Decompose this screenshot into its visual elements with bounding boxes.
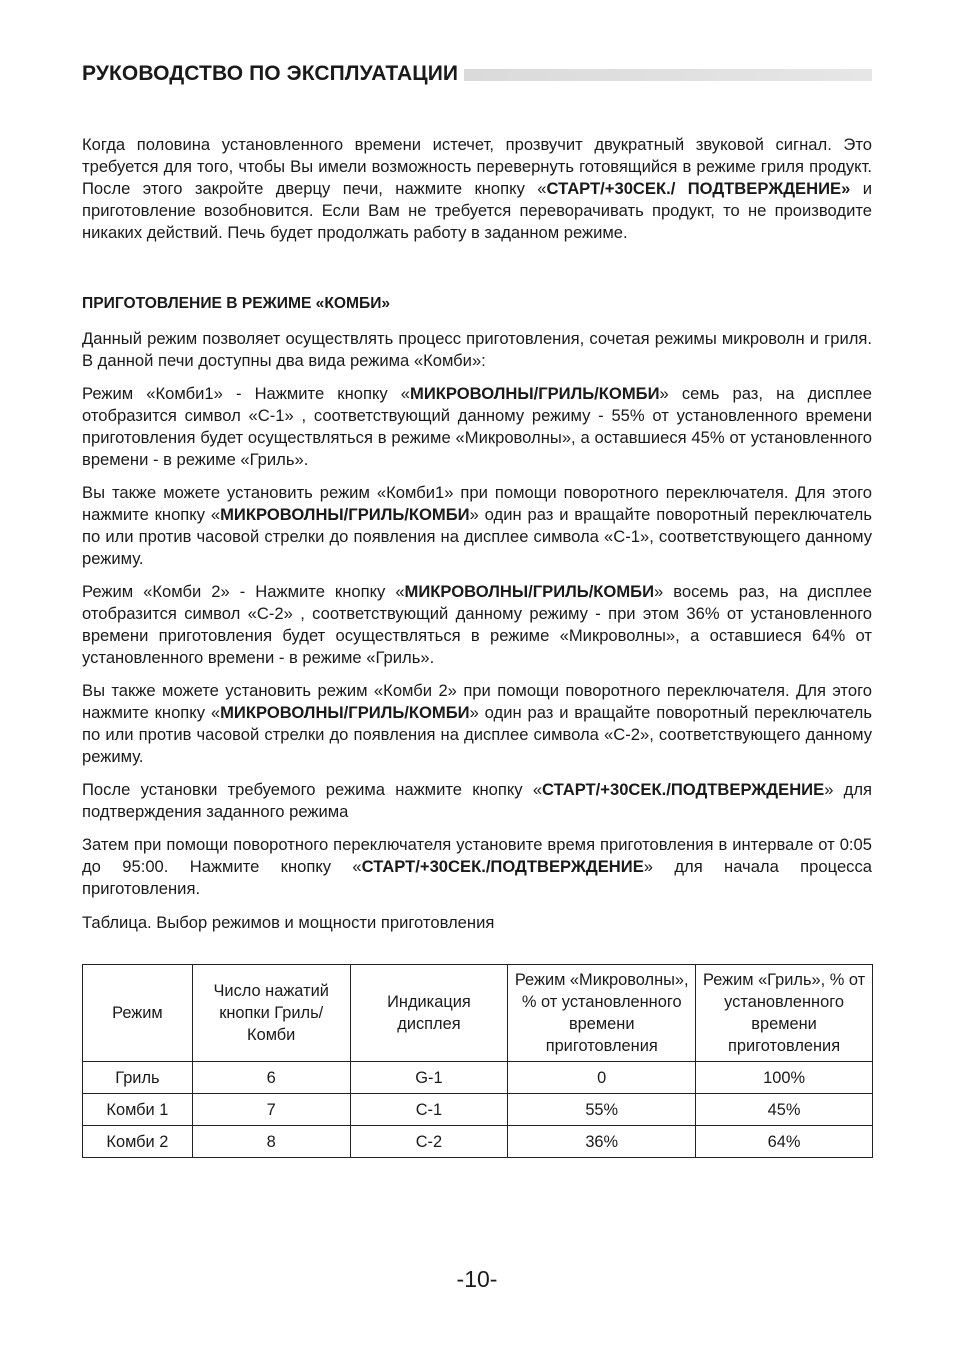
table-header-cell: Режим «Микроволны», % от установленного времени приготовления	[508, 965, 696, 1062]
table-cell: 6	[192, 1062, 350, 1094]
paragraph: Режим «Комби1» - Нажмите кнопку «МИКРОВОЛНЫ/ГРИЛЬ/КОМБИ» семь раз, на дисплее отобразится символ «С-1» , соответствующий данному режиму - 55% от установленного времени приготовления будет осуществляться в режиме «Микроволны», а оставшиеся 45% от установленного времени - в режиме «Гриль».	[82, 384, 872, 469]
mode-button-ref: МИКРОВОЛНЫ/ГРИЛЬ/КОМБИ	[220, 703, 470, 722]
table-cell: G-1	[350, 1062, 508, 1094]
mode-button-ref: МИКРОВОЛНЫ/ГРИЛЬ/КОМБИ	[220, 505, 470, 524]
table-header-cell: Режим «Гриль», % от установленного времени приготовления	[696, 965, 873, 1062]
paragraph: Затем при помощи поворотного переключателя установите время приготовления в интервале от 0:05 до 95:00. Нажмите кнопку «СТАРТ/+30СЕК./ПОДТВЕРЖДЕНИЕ» для начала процесса приготовления.	[82, 835, 872, 898]
mode-button-ref: МИКРОВОЛНЫ/ГРИЛЬ/КОМБИ	[404, 582, 655, 601]
table-row	[83, 1062, 873, 1094]
table-row	[83, 1094, 873, 1126]
table-caption: Таблица. Выбор режимов и мощности приготовления	[82, 913, 495, 932]
table-header-cell: Режим	[83, 965, 193, 1062]
section-title: ПРИГОТОВЛЕНИЕ В РЕЖИМЕ «КОМБИ»	[82, 295, 391, 312]
page-header	[82, 60, 872, 90]
table-cell: 7	[192, 1094, 350, 1126]
start-button-ref: СТАРТ/+30СЕК./ПОДТВЕРЖДЕНИЕ	[361, 857, 644, 876]
paragraph: Режим «Комби 2» - Нажмите кнопку «МИКРОВОЛНЫ/ГРИЛЬ/КОМБИ» восемь раз, на дисплее отобразится символ «С-2» , соответствующий данному режиму - при этом 36% от установленного времени приготовления будет осуществляться в режиме «Микроволны», а оставшиеся 64% от установленного времени - в режиме «Гриль».	[82, 582, 872, 667]
table-header-cell: Число нажатий кнопки Гриль/ Комби	[192, 965, 350, 1062]
table-header-row	[83, 965, 873, 1062]
intro-paragraph: Когда половина установленного времени истечет, прозвучит двукратный звуковой сигнал. Это требуется для того, чтобы Вы имели возможность перевернуть готовящийся в режиме гриля продукт. После этого закройте дверцу печи, нажмите кнопку «СТАРТ/+30СЕК./ ПОДТВЕРЖДЕНИЕ» и приготовление возобновится. Если Вам не требуется переворачивать продукт, то не производите никаких действий. Печь будет продолжать работу в заданном режиме.	[82, 135, 872, 242]
table-cell: 36%	[508, 1126, 696, 1158]
table-cell: С-2	[350, 1126, 508, 1158]
table-cell: Комби 2	[83, 1126, 193, 1158]
modes-table	[82, 964, 873, 1158]
table-cell: 45%	[696, 1094, 873, 1126]
page-title: РУКОВОДСТВО ПО ЭКСПЛУАТАЦИИ	[82, 62, 464, 86]
table-cell: Комби 1	[83, 1094, 193, 1126]
table-header-cell: Индикация дисплея	[350, 965, 508, 1062]
page-number: -10-	[456, 1266, 498, 1292]
table-row	[83, 1126, 873, 1158]
table-cell: 55%	[508, 1094, 696, 1126]
table-cell: Гриль	[83, 1062, 193, 1094]
paragraph: Вы также можете установить режим «Комби 2» при помощи поворотного переключателя. Для этого нажмите кнопку «МИКРОВОЛНЫ/ГРИЛЬ/КОМБИ» один раз и вращайте поворотный переключатель по или против часовой стрелки до появления на дисплее символа «С-2», соответствующего данному режиму.	[82, 681, 872, 766]
paragraph: Данный режим позволяет осуществлять процесс приготовления, сочетая режимы микроволн и гриля. В данной печи доступны два вида режима «Комби»:	[82, 329, 872, 370]
start-button-ref: СТАРТ/+30СЕК./ ПОДТВЕРЖДЕНИЕ»	[546, 179, 851, 198]
paragraph: После установки требуемого режима нажмите кнопку «СТАРТ/+30СЕК./ПОДТВЕРЖДЕНИЕ» для подтверждения заданного режима	[82, 780, 872, 821]
table-cell: 8	[192, 1126, 350, 1158]
table-cell: 100%	[696, 1062, 873, 1094]
main-content	[82, 134, 872, 945]
table-cell: 64%	[696, 1126, 873, 1158]
paragraph: Вы также можете установить режим «Комби1» при помощи поворотного переключателя. Для этого нажмите кнопку «МИКРОВОЛНЫ/ГРИЛЬ/КОМБИ» один раз и вращайте поворотный переключатель по или против часовой стрелки до появления на дисплее символа «С-1», соответствующего данному режиму.	[82, 483, 872, 568]
mode-button-ref: МИКРОВОЛНЫ/ГРИЛЬ/КОМБИ	[410, 384, 660, 403]
table-cell: 0	[508, 1062, 696, 1094]
start-button-ref: СТАРТ/+30СЕК./ПОДТВЕРЖДЕНИЕ	[542, 780, 825, 799]
table-cell: С-1	[350, 1094, 508, 1126]
